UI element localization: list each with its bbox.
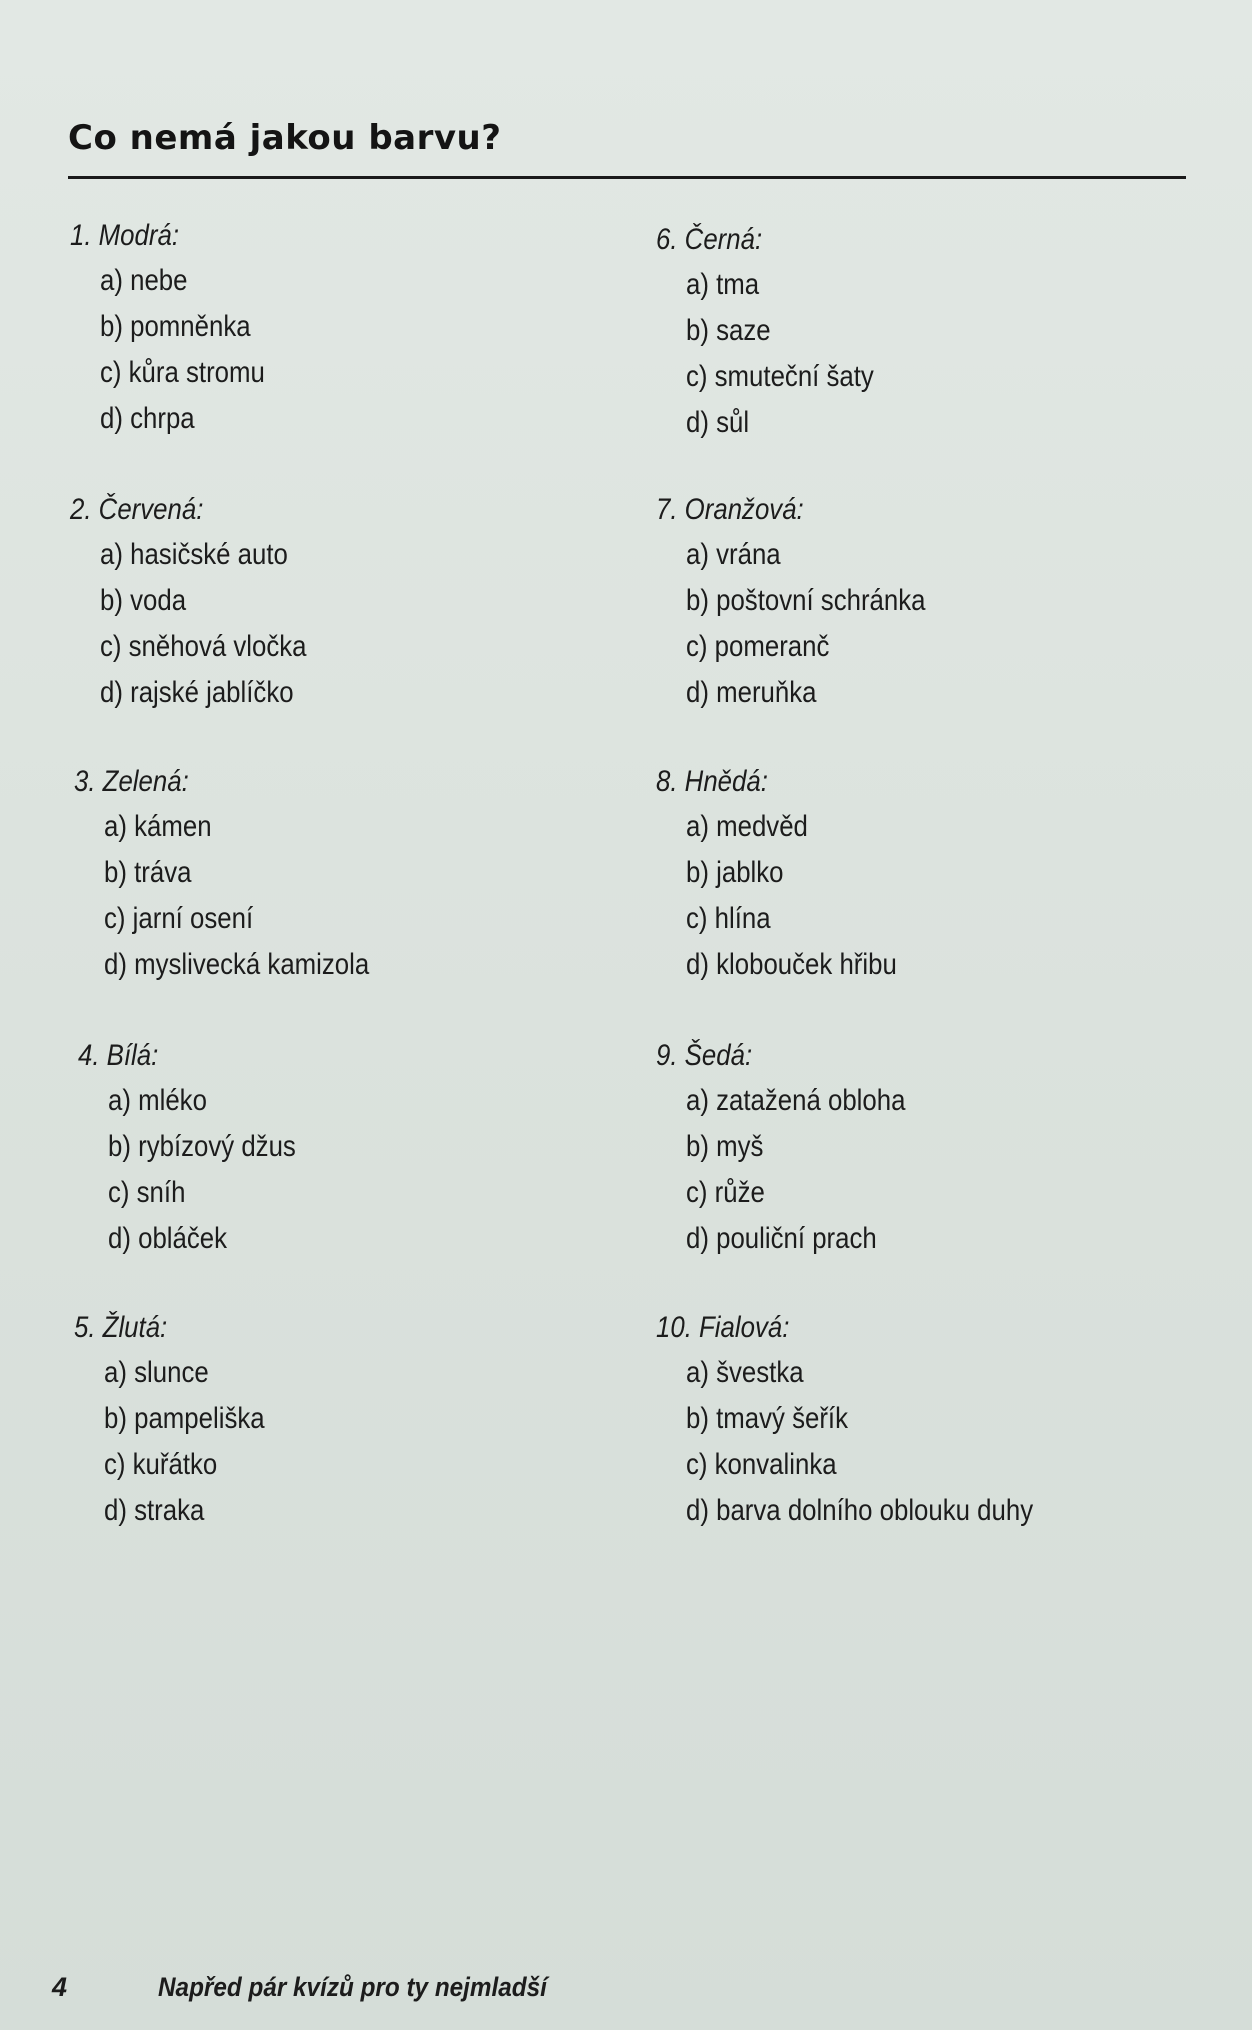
answer-option: d) straka <box>104 1494 205 1527</box>
answer-option: d) obláček <box>108 1222 228 1255</box>
answer-option: c) pomeranč <box>686 630 830 663</box>
answer-option: a) zatažená obloha <box>686 1084 906 1117</box>
answer-option: b) rybízový džus <box>108 1130 296 1163</box>
answer-option: c) smuteční šaty <box>686 360 874 393</box>
question-2 <box>70 488 590 716</box>
question-5 <box>74 1306 594 1534</box>
question-10 <box>656 1306 1176 1534</box>
question-heading: 3. Zelená: <box>74 765 189 798</box>
answer-option: d) rajské jablíčko <box>100 676 294 709</box>
answer-option: b) pampeliška <box>104 1402 265 1435</box>
answer-list <box>656 1350 1176 1534</box>
question-1 <box>70 214 590 442</box>
answer-option: d) meruňka <box>686 676 817 709</box>
answer-option: a) nebe <box>100 264 188 297</box>
question-4 <box>78 1034 598 1262</box>
question-7 <box>656 488 1176 716</box>
answer-list <box>74 1350 594 1534</box>
answer-list <box>70 532 590 716</box>
answer-option: d) pouliční prach <box>686 1222 877 1255</box>
answer-list <box>656 532 1176 716</box>
answer-option: c) sníh <box>108 1176 186 1209</box>
answer-option: b) tmavý šeřík <box>686 1402 849 1435</box>
answer-list <box>656 262 1176 446</box>
question-heading: 1. Modrá: <box>70 219 179 252</box>
question-3 <box>74 760 594 988</box>
answer-option: b) pomněnka <box>100 310 251 343</box>
answer-option: c) kuřátko <box>104 1448 218 1481</box>
answer-option: d) barva dolního oblouku duhy <box>686 1494 1034 1527</box>
page-number: 4 <box>52 1972 68 2002</box>
answer-option: a) kámen <box>104 810 212 843</box>
answer-list <box>78 1078 598 1262</box>
answer-option: c) konvalinka <box>686 1448 837 1481</box>
answer-option: b) tráva <box>104 856 192 889</box>
question-6 <box>656 218 1176 446</box>
answer-option: b) saze <box>686 314 771 347</box>
answer-option: b) voda <box>100 584 187 617</box>
title-underline <box>68 176 1186 179</box>
question-heading: 7. Oranžová: <box>656 493 804 526</box>
answer-option: a) slunce <box>104 1356 209 1389</box>
answer-option: d) klobouček hřibu <box>686 948 897 981</box>
answer-option: c) kůra stromu <box>100 356 265 389</box>
answer-list <box>656 804 1176 988</box>
answer-option: c) jarní osení <box>104 902 254 935</box>
answer-option: d) chrpa <box>100 402 195 435</box>
answer-option: a) švestka <box>686 1356 804 1389</box>
answer-option: a) hasičské auto <box>100 538 288 571</box>
answer-option: a) mléko <box>108 1084 207 1117</box>
question-heading: 6. Černá: <box>656 223 763 256</box>
question-9 <box>656 1034 1176 1262</box>
section-title: Napřed pár kvízů pro ty nejmladší <box>158 1972 547 2002</box>
answer-option: a) medvěd <box>686 810 808 843</box>
question-heading: 10. Fialová: <box>656 1311 790 1344</box>
answer-option: a) vrána <box>686 538 781 571</box>
page-title: Co nemá jakou barvu? <box>68 118 502 158</box>
question-heading: 8. Hnědá: <box>656 765 768 798</box>
answer-option: b) myš <box>686 1130 764 1163</box>
answer-option: d) sůl <box>686 406 750 439</box>
answer-option: c) hlína <box>686 902 771 935</box>
answer-option: c) sněhová vločka <box>100 630 307 663</box>
answer-option: d) myslivecká kamizola <box>104 948 370 981</box>
answer-option: b) jablko <box>686 856 784 889</box>
answer-list <box>74 804 594 988</box>
answer-list <box>70 258 590 442</box>
question-heading: 2. Červená: <box>70 493 204 526</box>
answer-list <box>656 1078 1176 1262</box>
question-heading: 4. Bílá: <box>78 1039 159 1072</box>
question-8 <box>656 760 1176 988</box>
answer-option: b) poštovní schránka <box>686 584 926 617</box>
question-heading: 5. Žlutá: <box>74 1311 168 1344</box>
answer-option: a) tma <box>686 268 760 301</box>
question-heading: 9. Šedá: <box>656 1039 753 1072</box>
answer-option: c) růže <box>686 1176 765 1209</box>
